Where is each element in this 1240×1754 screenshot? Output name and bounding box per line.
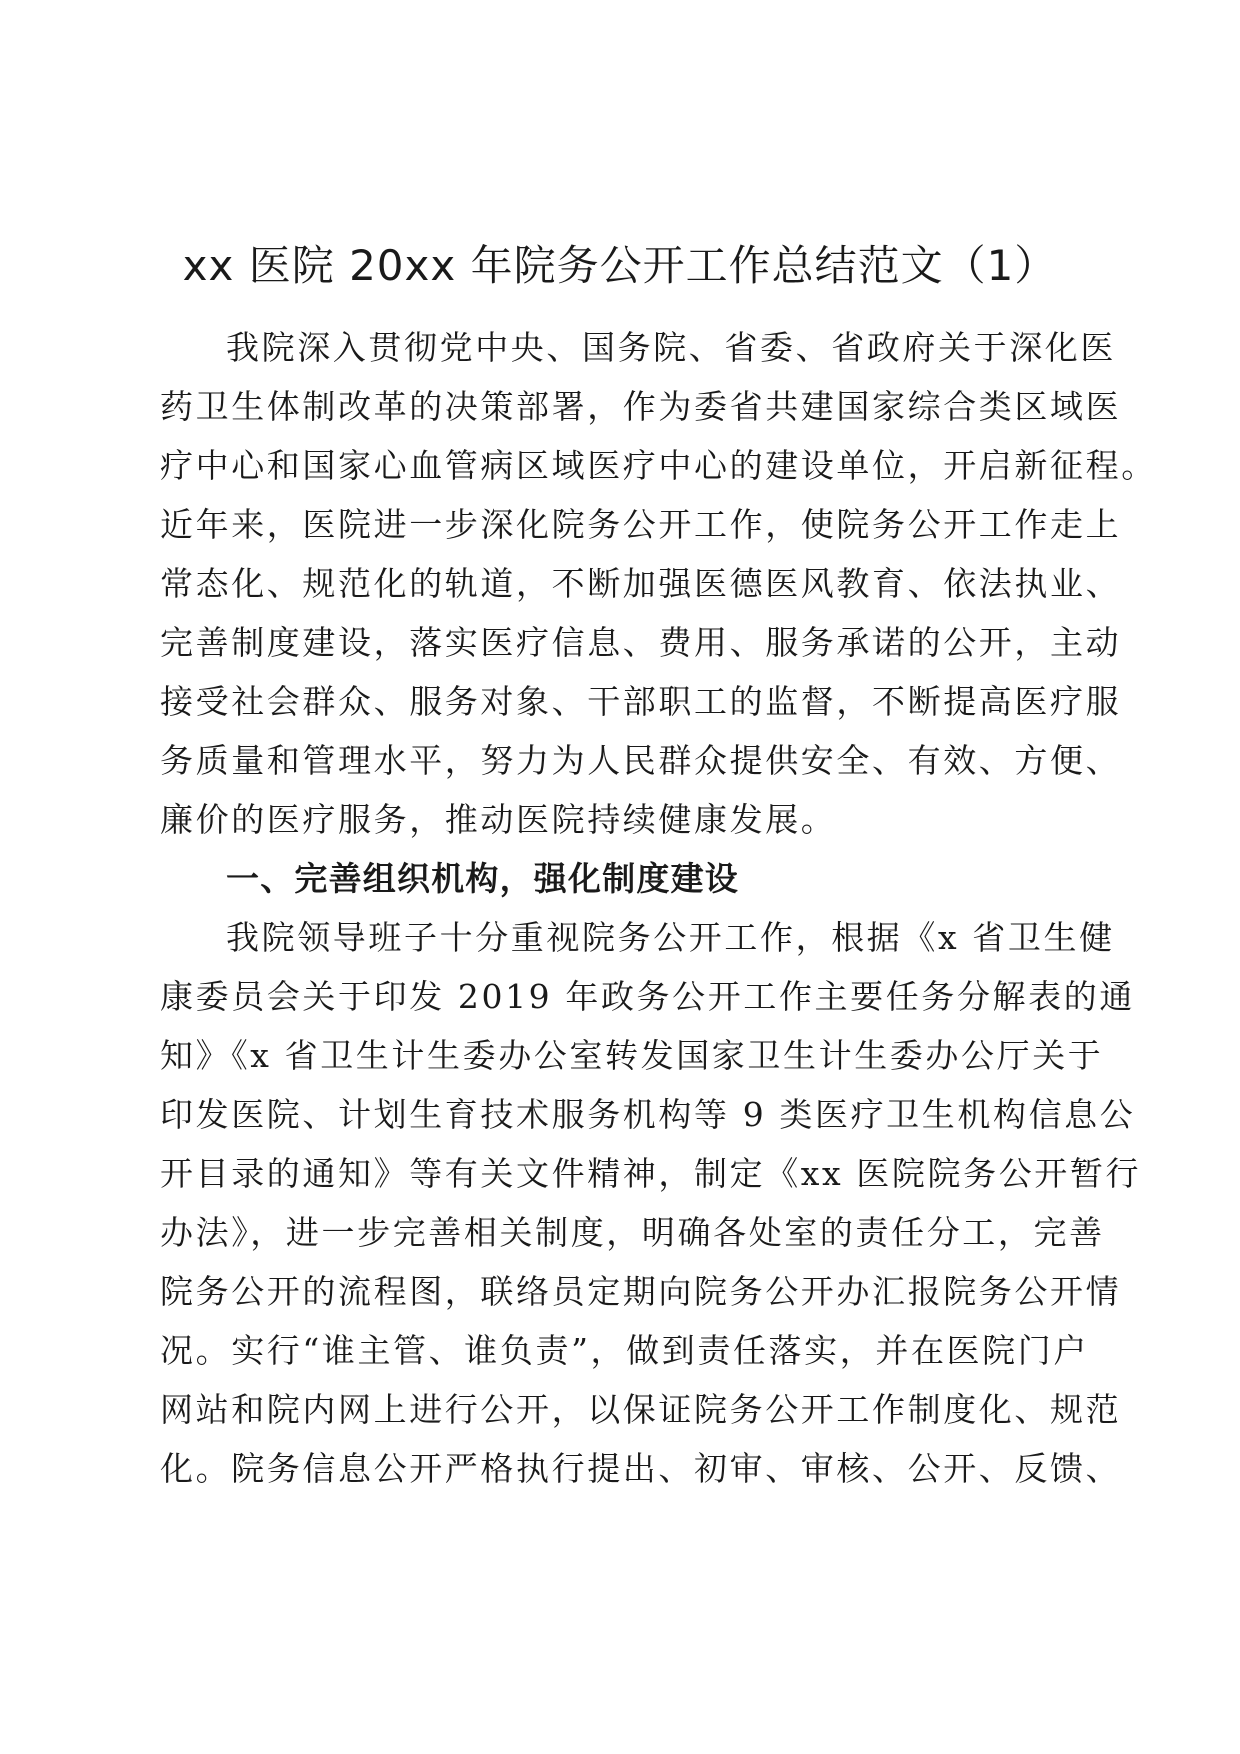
paragraph-line: 常态化、规范化的轨道，不断加强医德医风教育、依法执业、 <box>160 564 1122 603</box>
paragraph-line: 印发医院、计划生育技术服务机构等 9 类医疗卫生机构信息公 <box>160 1095 1136 1134</box>
paragraph-line: 办法》，进一步完善相关制度，明确各处室的责任分工，完善 <box>160 1213 1105 1252</box>
paragraph-line: 我院深入贯彻党中央、国务院、省委、省政府关于深化医 <box>226 328 1116 367</box>
paragraph-line: 化。院务信息公开严格执行提出、初审、审核、公开、反馈、 <box>160 1449 1122 1488</box>
paragraph-line: 药卫生体制改革的决策部署，作为委省共建国家综合类区域医 <box>160 387 1122 426</box>
section-heading: 一、完善组织机构，强化制度建设 <box>226 859 739 898</box>
paragraph-line: 务质量和管理水平，努力为人民群众提供安全、有效、方便、 <box>160 741 1122 780</box>
paragraph-line: 开目录的通知》等有关文件精神，制定《xx 医院院务公开暂行 <box>160 1154 1142 1193</box>
paragraph-line: 院务公开的流程图，联络员定期向院务公开办汇报院务公开情 <box>160 1272 1122 1311</box>
paragraph-line: 我院领导班子十分重视院务公开工作，根据《x 省卫生健 <box>226 918 1115 957</box>
paragraph-line: 接受社会群众、服务对象、干部职工的监督，不断提高医疗服 <box>160 682 1122 721</box>
paragraph-line: 完善制度建设，落实医疗信息、费用、服务承诺的公开，主动 <box>160 623 1122 662</box>
document-title: xx 医院 20xx 年院务公开工作总结范文（1） <box>182 241 1058 290</box>
paragraph-line: 疗中心和国家心血管病区域医疗中心的建设单位，开启新征程。 <box>160 446 1157 485</box>
paragraph-line: 康委员会关于印发 2019 年政务公开工作主要任务分解表的通 <box>160 977 1135 1016</box>
paragraph-line: 知》《x 省卫生计生委办公室转发国家卫生计生委办公厅关于 <box>160 1036 1104 1075</box>
document-body <box>160 318 1157 1498</box>
paragraph-line: 近年来，医院进一步深化院务公开工作，使院务公开工作走上 <box>160 505 1122 544</box>
paragraph-line: 廉价的医疗服务，推动医院持续健康发展。 <box>160 800 837 839</box>
paragraph-line: 网站和院内网上进行公开，以保证院务公开工作制度化、规范 <box>160 1390 1122 1429</box>
paragraph-line: 况。实行“谁主管、谁负责”，做到责任落实，并在医院门户 <box>160 1331 1089 1370</box>
